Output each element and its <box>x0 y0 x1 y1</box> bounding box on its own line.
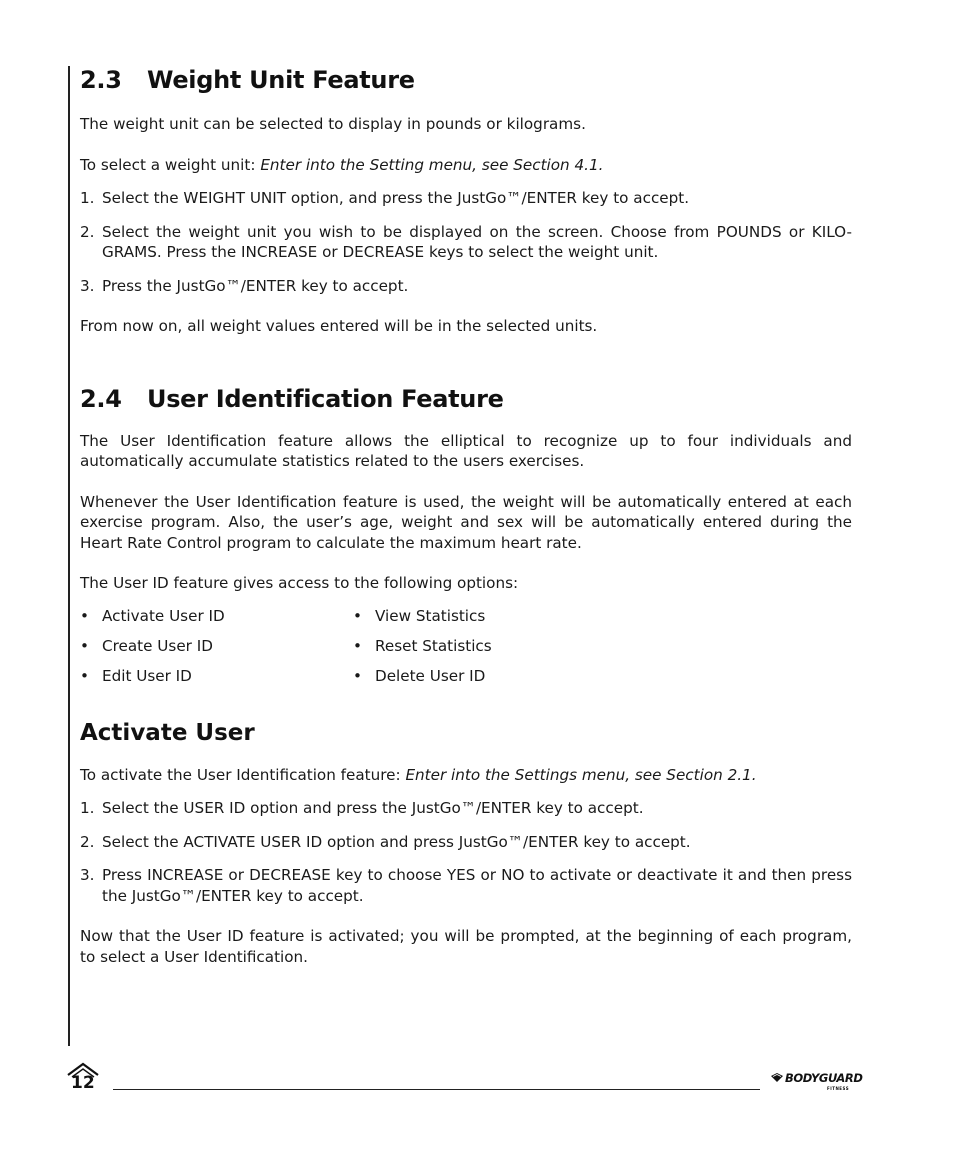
page-content <box>80 60 852 967</box>
weight-unit-intro: The weight unit can be selected to display in pounds or kilograms. <box>80 115 586 133</box>
step-text: Select the weight unit you wish to be displayed on the screen. Choose from POUNDS or KILO-GRAMS. Press the INCREASE or DECREASE keys to select the weight unit. <box>102 222 852 261</box>
step-number: 2. <box>80 222 95 241</box>
section-number: 2.3 <box>80 66 122 94</box>
list-item: • View Statistics <box>353 606 653 626</box>
user-id-para-3: The User ID feature gives access to the following options: <box>80 574 519 592</box>
list-item <box>80 188 852 209</box>
step-text: Select the ACTIVATE USER ID option and press JustGo™/ENTER key to accept. <box>102 832 691 851</box>
list-item: • Delete User ID <box>353 666 653 686</box>
page-number: 12 <box>71 1073 95 1093</box>
list-item: • Edit User ID <box>80 666 353 686</box>
select-reference: Enter into the Setting menu, see Section 4.1. <box>260 155 604 174</box>
activate-reference: Enter into the Settings menu, see Section 2.1. <box>405 765 757 784</box>
activate-user-heading: Activate User <box>80 719 255 746</box>
step-text: Select the WEIGHT UNIT option, and press the JustGo™/ENTER key to accept. <box>102 189 690 207</box>
brand-shield-icon <box>770 1073 784 1083</box>
section-title: User Identification Feature <box>147 384 504 413</box>
step-text: Press INCREASE or DECREASE key to choose YES or NO to activate or deactivate it and then press the JustGo™/ENTER key to accept. <box>102 866 852 905</box>
weight-unit-select-line <box>80 155 852 176</box>
select-prefix: To select a weight unit: <box>80 155 261 174</box>
list-item <box>80 798 852 819</box>
list-item <box>80 832 852 853</box>
step-number: 3. <box>80 276 95 295</box>
brand-name: BODYGUARD <box>785 1071 863 1085</box>
step-number: 3. <box>80 866 95 884</box>
left-margin-rule <box>68 66 70 1046</box>
user-id-para-1: The User Identification feature allows the elliptical to recognize up to four individuals and automatically accumulate statistics related to the users exercises. <box>80 431 852 470</box>
user-id-para-2: Whenever the User Identification feature is used, the weight will be automatically entered at each exercise program. Also, the user’s age, weight and sex will be automatically entered during the Heart Rate Control program to calculate the maximum heart rate. <box>80 492 852 552</box>
brand-logo <box>770 1071 862 1085</box>
list-item: • Create User ID <box>80 636 353 656</box>
activate-closing: Now that the User ID feature is activated; you will be prompted, at the beginning of each program, to select a User Identification. <box>80 927 852 966</box>
footer-rule <box>113 1089 760 1090</box>
activate-intro-line <box>80 765 852 786</box>
list-item <box>80 865 852 906</box>
step-text: Press the JustGo™/ENTER key to accept. <box>102 276 409 295</box>
section-2-4-heading <box>80 385 852 413</box>
list-item <box>80 276 852 297</box>
step-text: Select the USER ID option and press the JustGo™/ENTER key to accept. <box>102 799 644 817</box>
list-item <box>80 222 852 263</box>
user-id-options-list <box>80 606 852 686</box>
step-number: 1. <box>80 189 95 207</box>
step-number: 1. <box>80 799 95 817</box>
brand-subtitle: FITNESS <box>827 1086 850 1091</box>
list-item: • Activate User ID <box>80 606 353 626</box>
section-2-3-heading <box>80 66 852 94</box>
activate-prefix: To activate the User Identification feature: <box>80 765 406 784</box>
activate-steps <box>80 798 852 906</box>
step-number: 2. <box>80 832 95 851</box>
weight-unit-steps <box>80 188 852 296</box>
section-title: Weight Unit Feature <box>147 66 415 94</box>
section-number: 2.4 <box>80 384 122 413</box>
list-item: • Reset Statistics <box>353 636 653 656</box>
weight-unit-closing: From now on, all weight values entered will be in the selected units. <box>80 317 598 335</box>
